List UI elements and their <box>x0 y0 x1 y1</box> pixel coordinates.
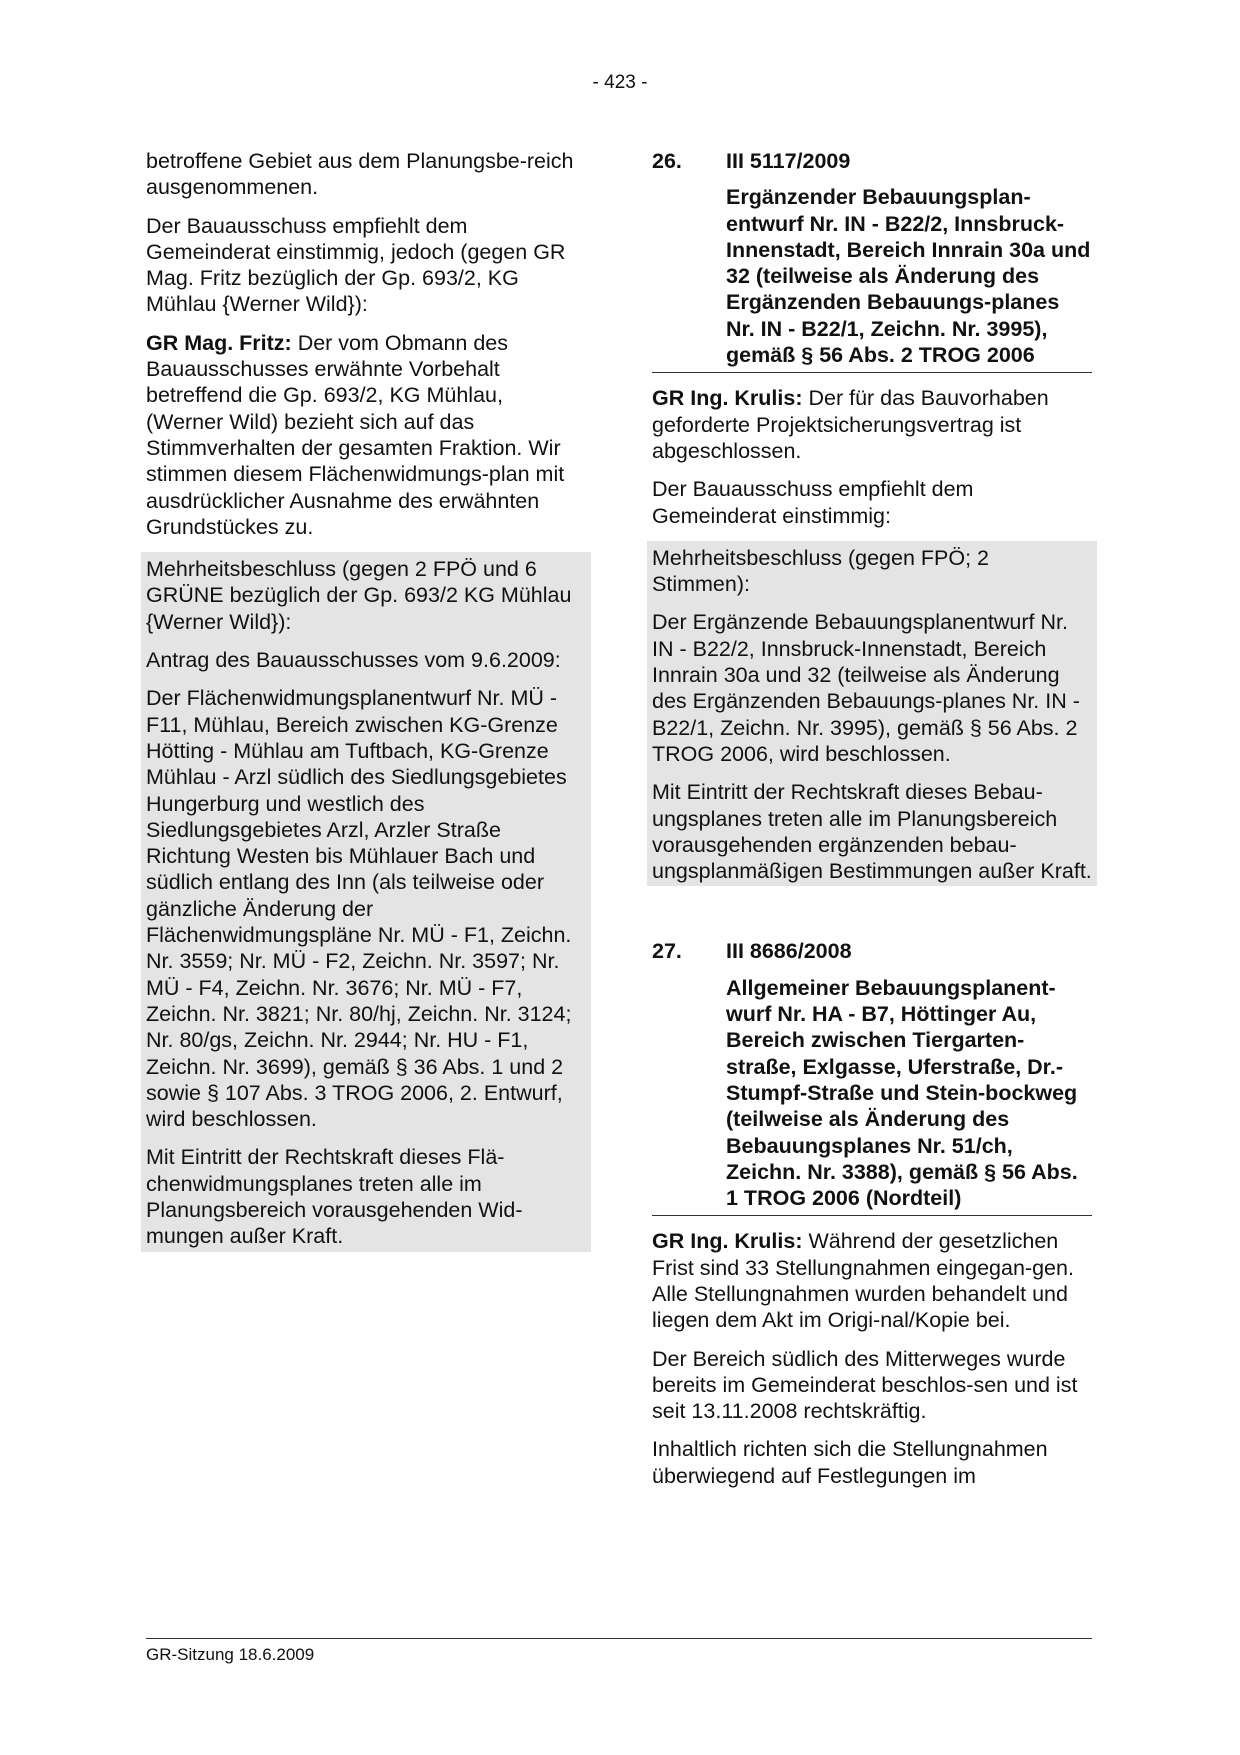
speaker-paragraph <box>652 1228 1092 1333</box>
paragraph: Der Flächenwidmungsplanentwurf Nr. MÜ - F11, Mühlau, Bereich zwischen KG-Grenze Hötting - Mühlau am Tuftbach, KG-Grenze Mühlau - Arzl südlich des Siedlungsgebietes Hungerburg und westlich des Siedlungsgebietes Arzl, Arzler Straße Richtung Westen bis Mühlauer Bach und südlich entlang des Inn (als teilweise oder gänzliche Änderung der Flächenwidmungspläne Nr. MÜ - F1, Zeichn. Nr. 3559; Nr. MÜ - F2, Zeichn. Nr. 3597; Nr. MÜ - F4, Zeichn. Nr. 3676; Nr. MÜ - F7, Zeichn. Nr. 3821; Nr. 80/hj, Zeichn. Nr. 3124; Nr. 80/gs, Zeichn. Nr. 2944; Nr. HU - F1, Zeichn. Nr. 3699), gemäß § 36 Abs. 1 und 2 sowie § 107 Abs. 3 TROG 2006, 2. Entwurf, wird beschlossen. <box>146 686 572 1132</box>
item-title: Ergänzender Bebauungsplan-entwurf Nr. IN - B22/2, Innsbruck-Innenstadt, Bereich Innrain 30a und 32 (teilweise als Änderung des Ergänzenden Bebauungs-planes Nr. IN - B22/1, Zeichn. Nr. 3995), gemäß § 56 Abs. 2 TROG 2006 <box>652 184 1092 373</box>
resolution-block <box>647 541 1097 887</box>
agenda-item-26 <box>652 148 1092 886</box>
item-heading <box>652 938 1092 964</box>
speaker-text: Der vom Obmann des Bauausschusses erwähnte Vorbehalt betreffend die Gp. 693/2, KG Mühlau, (Werner Wild) bezieht sich auf das Stimmverhalten der gesamten Fraktion. Wir stimmen diesem Flächenwidmungs-plan mit ausdrücklicher Ausnahme des erwähnten Grundstückes zu. <box>146 330 565 539</box>
speaker-text: Während der gesetzlichen Frist sind 33 Stellungnahmen eingegan-gen. Alle Stellungnahmen wurden behandelt und liegen dem Akt im Origi-nal/Kopie bei. <box>652 1229 1074 1333</box>
item-number: 27. <box>652 939 682 964</box>
paragraph: betroffene Gebiet aus dem Planungsbe-reich ausgenommenen. <box>146 149 574 200</box>
left-column <box>146 148 586 1252</box>
speaker-name: GR Mag. Fritz: <box>146 330 292 355</box>
item-reference: III 5117/2009 <box>726 149 851 173</box>
right-column <box>652 148 1092 1501</box>
speaker-name: GR Ing. Krulis: <box>652 1229 803 1254</box>
paragraph: Mit Eintritt der Rechtskraft dieses Bebau-ungsplanes treten alle im Planungsbereich vorausgehenden ergänzenden bebau-ungsplanmäßigen Bestimmungen außer Kraft. <box>652 780 1092 884</box>
paragraph: Mehrheitsbeschluss (gegen 2 FPÖ und 6 GRÜNE bezüglich der Gp. 693/2 KG Mühlau {Werner Wild}): <box>146 557 572 634</box>
resolution-block <box>141 552 591 1251</box>
paragraph: Der Bereich südlich des Mitterweges wurde bereits im Gemeinderat beschlos-sen und ist seit 13.11.2008 rechtskräftig. <box>652 1346 1078 1424</box>
paragraph: Der Bauausschuss empfiehlt dem Gemeinderat einstimmig, jedoch (gegen GR Mag. Fritz bezüglich der Gp. 693/2, KG Mühlau {Werner Wild}): <box>146 213 566 317</box>
item-title: Allgemeiner Bebauungsplanent-wurf Nr. HA - B7, Höttinger Au, Bereich zwischen Tiergarten-straße, Exlgasse, Uferstraße, Dr.-Stumpf-Straße und Stein-bockweg (teilweise als Änderung des Bebauungsplanes Nr. 51/ch, Zeichn. Nr. 3388), gemäß § 56 Abs. 1 TROG 2006 (Nordteil) <box>652 975 1092 1217</box>
item-heading <box>652 148 1092 174</box>
item-reference: III 8686/2008 <box>726 939 852 964</box>
footer-text: GR-Sitzung 18.6.2009 <box>146 1645 315 1664</box>
page-footer <box>146 1638 1092 1665</box>
agenda-item-27 <box>652 938 1092 1489</box>
speaker-paragraph <box>652 385 1092 464</box>
item-number: 26. <box>652 149 682 173</box>
paragraph: Antrag des Bauausschusses vom 9.6.2009: <box>146 648 561 673</box>
paragraph: Mit Eintritt der Rechtskraft dieses Flä-chenwidmungsplanes treten alle im Planungsbereich vorausgehenden Wid-mungen außer Kraft. <box>146 1145 523 1249</box>
page-number: - 423 - <box>592 72 648 93</box>
paragraph: Mehrheitsbeschluss (gegen FPÖ; 2 Stimmen): <box>652 545 989 597</box>
speaker-paragraph <box>146 330 586 540</box>
paragraph: Der Ergänzende Bebauungsplanentwurf Nr. IN - B22/2, Innsbruck-Innenstadt, Bereich Innrain 30a und 32 (teilweise als Änderung des Ergänzenden Bebauungs-planes Nr. IN - B22/1, Zeichn. Nr. 3995), gemäß § 56 Abs. 2 TROG 2006, wird beschlossen. <box>652 610 1080 766</box>
paragraph: Der Bauausschuss empfiehlt dem Gemeinderat einstimmig: <box>652 477 974 528</box>
speaker-text: Der für das Bauvorhaben geforderte Projektsicherungsvertrag ist abgeschlossen. <box>652 386 1049 463</box>
paragraph: Inhaltlich richten sich die Stellungnahmen überwiegend auf Festlegungen im <box>652 1437 1048 1488</box>
speaker-name: GR Ing. Krulis: <box>652 386 803 411</box>
